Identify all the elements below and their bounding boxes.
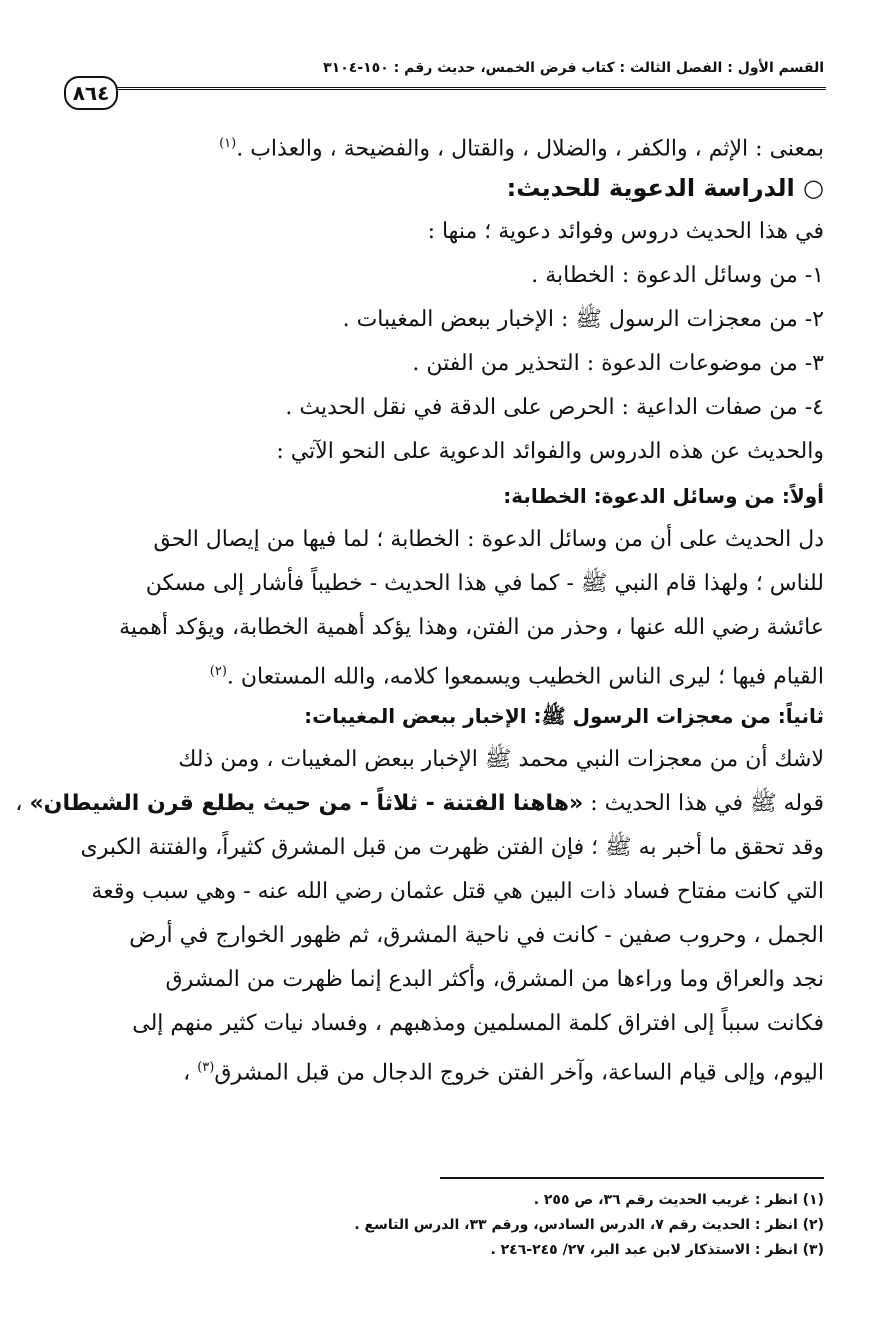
footnote: (٣) انظر : الاستذكار لابن عبد البر، ٢٧/ ٢٤٥-٢٤٦ . <box>490 1242 824 1258</box>
footnote-ref: (٣) <box>197 1060 215 1075</box>
text-line: القيام فيها ؛ ليرى الناس الخطيب ويسمعوا كلامه، والله المستعان .$^{(٢)}$ <box>209 664 824 690</box>
text-line: عائشة رضي الله عنها ، وحذر من الفتن، وهذا يؤكد أهمية الخطابة، ويؤكد أهمية <box>119 615 824 640</box>
running-header: القسم الأول : الفصل الثالث : كتاب فرض الخمس، حديث رقم : ١٥٠-٣١٠٤ <box>323 60 824 76</box>
main-text <box>15 122 824 1090</box>
page-number: ٨٦٤ <box>64 76 118 110</box>
list-item: ٤- من صفات الداعية : الحرص على الدقة في نقل الحديث . <box>285 395 824 420</box>
header-rule <box>112 87 826 93</box>
section-heading: ○ الدراسة الدعوية للحديث: <box>506 174 824 202</box>
footnote: (١) انظر : غريب الحديث رقم ٣٦، ص ٢٥٥ . <box>533 1192 824 1208</box>
text-line: دل الحديث على أن من وسائل الدعوة : الخطابة ؛ لما فيها من إيصال الحق <box>153 527 824 552</box>
text-line: قوله ﷺ في هذا الحديث : «هاهنا الفتنة - ثلاثاً - من حيث يطلع قرن الشيطان» ، <box>15 791 824 816</box>
text-line: فكانت سبباً إلى افتراق كلمة المسلمين ومذهبهم ، وفساد نيات كثير منهم إلى <box>132 1011 824 1036</box>
text-line: نجد والعراق وما وراءها من المشرق، وأكثر البدع إنما ظهرت من المشرق <box>165 967 824 992</box>
list-item: ١- من وسائل الدعوة : الخطابة . <box>531 263 824 288</box>
text-line: للناس ؛ ولهذا قام النبي ﷺ - كما في هذا الحديث - خطيباً فأشار إلى مسكن <box>145 571 824 596</box>
text-line: والحديث عن هذه الدروس والفوائد الدعوية على النحو الآتي : <box>276 439 824 464</box>
hadith-quote: «هاهنا الفتنة - ثلاثاً - من حيث يطلع قرن الشيطان» <box>29 791 584 816</box>
footnote-ref: (٢) <box>209 664 227 679</box>
text-line: وقد تحقق ما أخبر به ﷺ ؛ فإن الفتن ظهرت من قبل المشرق كثيراً، والفتنة الكبرى <box>80 835 824 860</box>
list-item: ٣- من موضوعات الدعوة : التحذير من الفتن . <box>412 351 824 376</box>
text-line: لاشك أن من معجزات النبي محمد ﷺ الإخبار ببعض المغيبات ، ومن ذلك <box>178 747 824 772</box>
text-line: الجمل ، وحروب صفين - كانت في ناحية المشرق، ثم ظهور الخوارج في أرض <box>129 923 824 948</box>
footnote-rule <box>440 1177 824 1179</box>
list-item: ٢- من معجزات الرسول ﷺ : الإخبار ببعض المغيبات . <box>342 307 824 332</box>
footnotes <box>60 1188 824 1263</box>
subsection-heading: أولاً: من وسائل الدعوة: الخطابة: <box>503 484 824 508</box>
footnote-ref: (١) <box>219 136 237 151</box>
text-line: اليوم، وإلى قيام الساعة، وآخر الفتن خروج الدجال من قبل المشرق$^{(٣)}$ ، <box>183 1060 824 1086</box>
footnote: (٢) انظر : الحديث رقم ٧، الدرس السادس، ورقم ٣٣، الدرس التاسع . <box>354 1217 824 1233</box>
text-line: بمعنى : الإثم ، والكفر ، والضلال ، والقتال ، والفضيحة ، والعذاب .$^{(١)}$ <box>219 136 824 162</box>
text-line: في هذا الحديث دروس وفوائد دعوية ؛ منها : <box>427 219 824 244</box>
subsection-heading: ثانياً: من معجزات الرسول ﷺ: الإخبار ببعض المغيبات: <box>304 704 824 728</box>
text-line: التي كانت مفتاح فساد ذات البين هي قتل عثمان رضي الله عنه - وهي سبب وقعة <box>91 879 824 904</box>
